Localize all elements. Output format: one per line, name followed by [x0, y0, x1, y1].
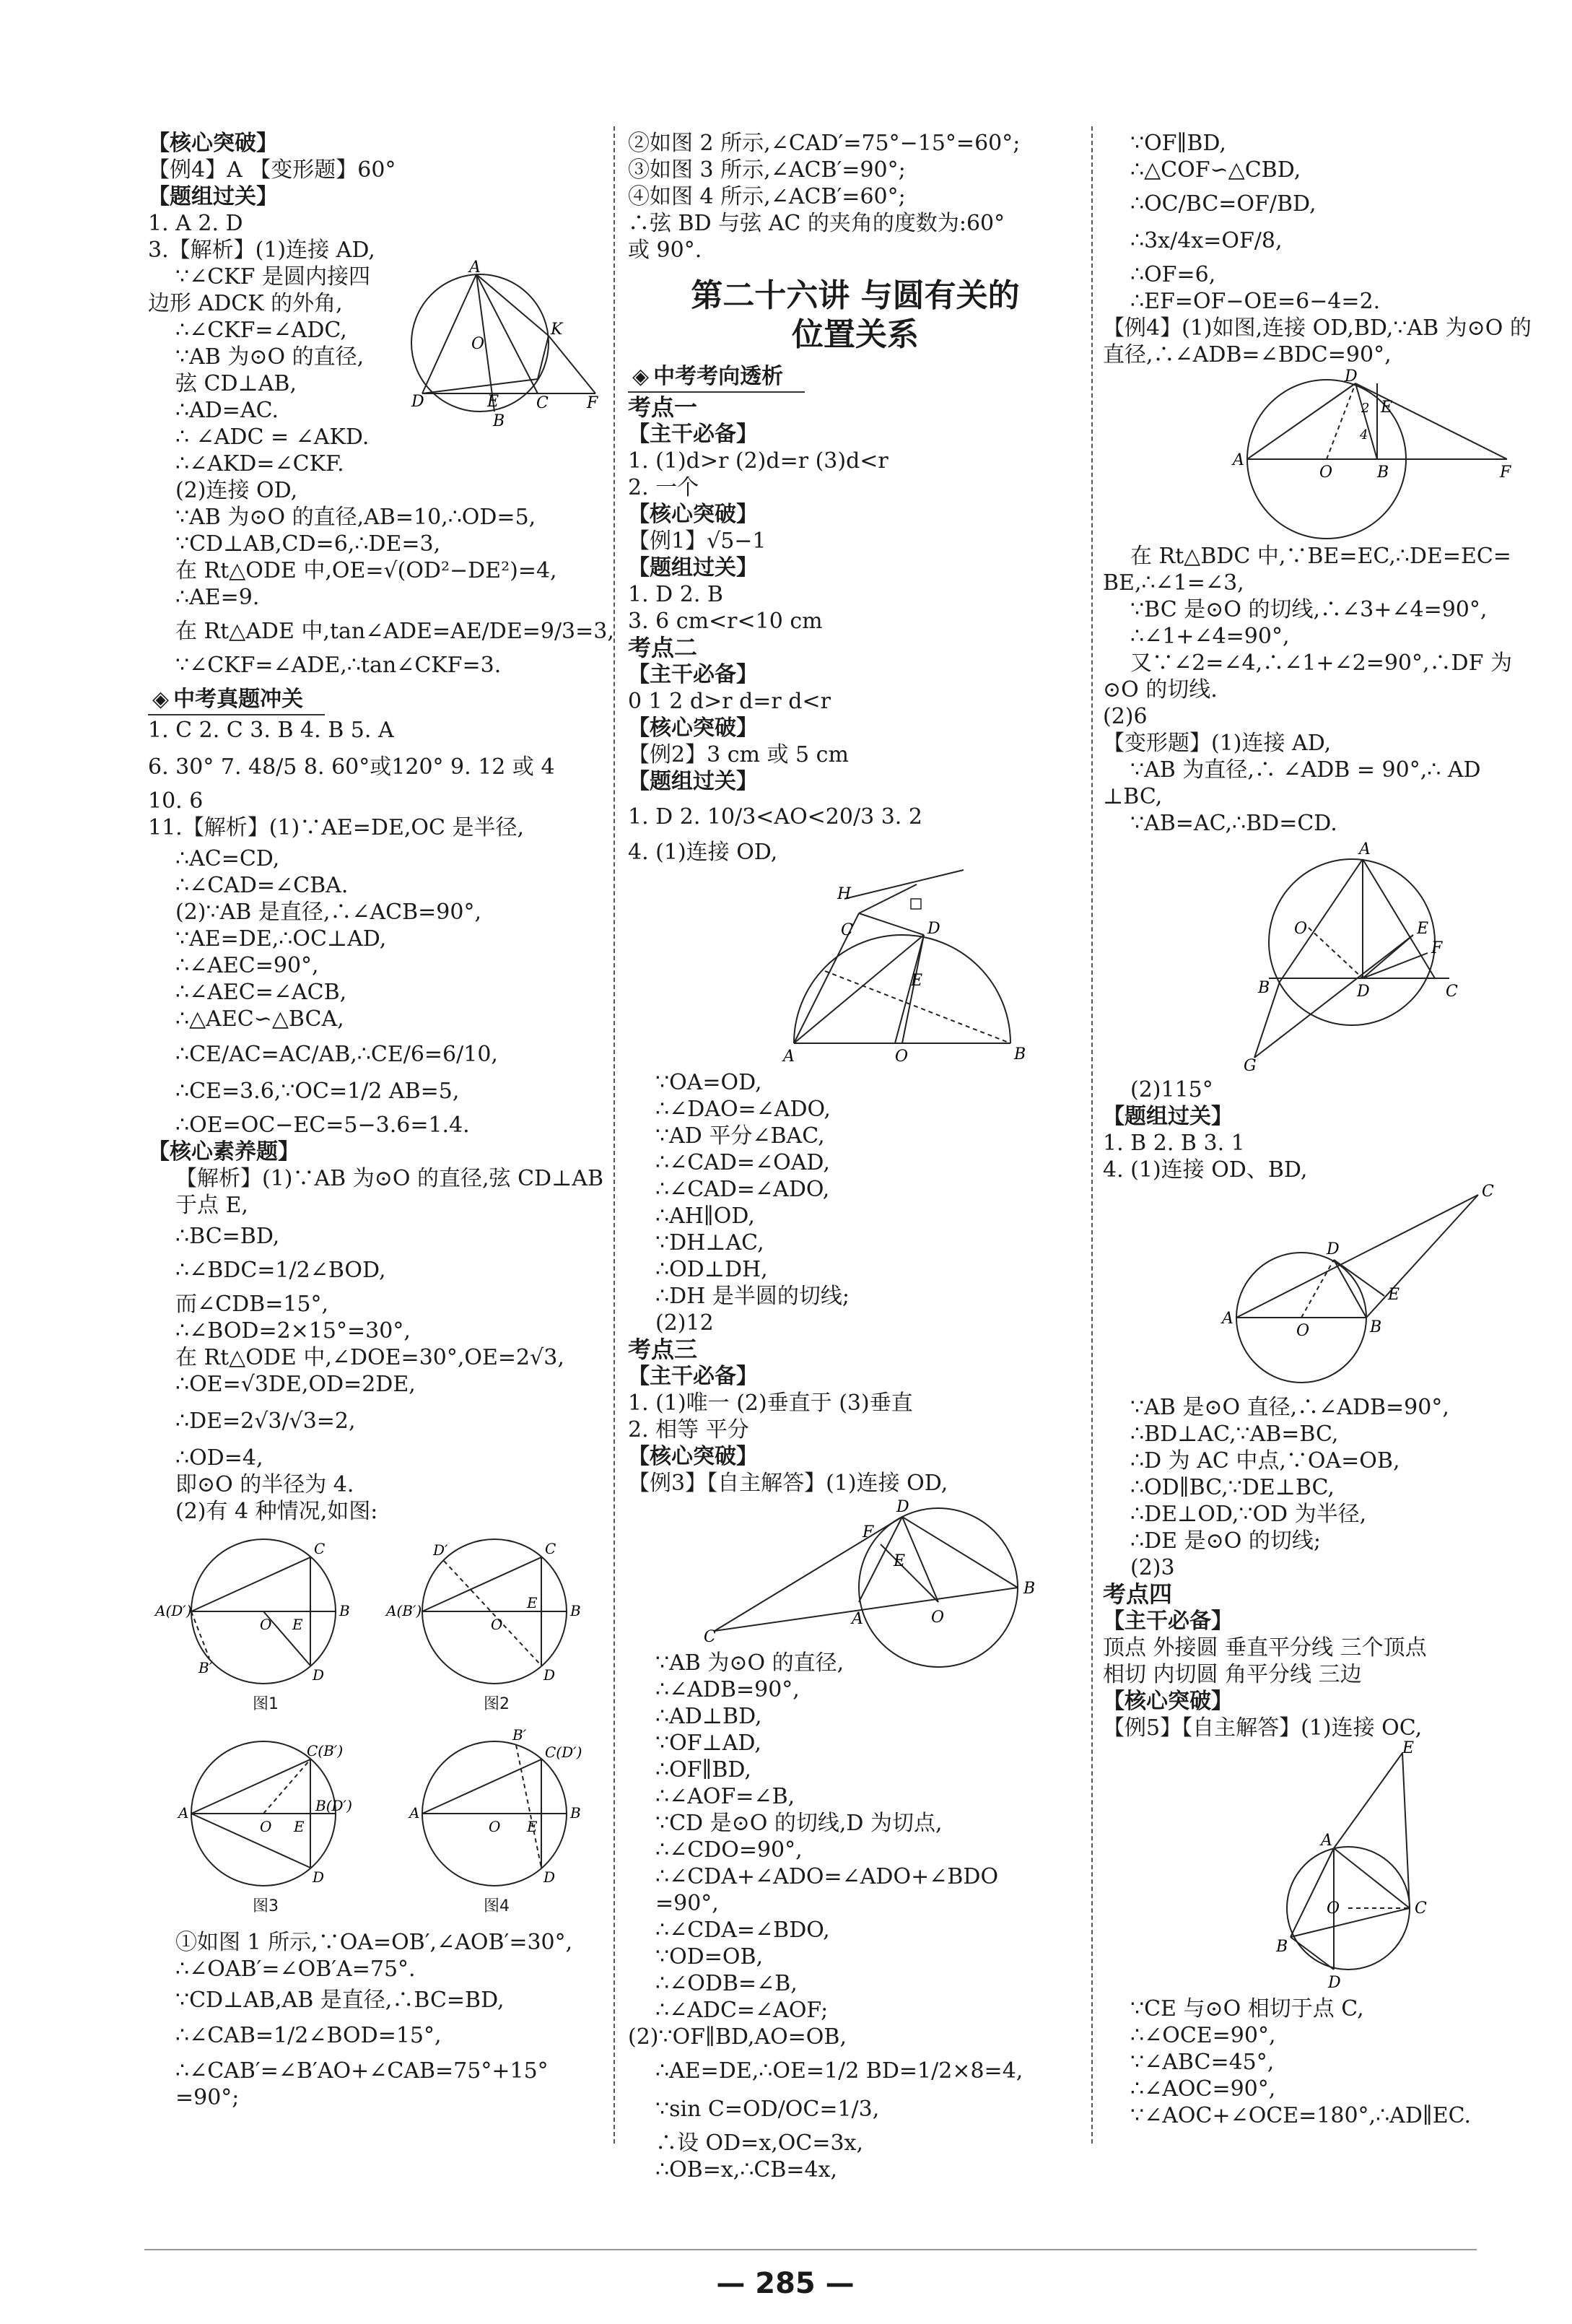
svg-text:E: E — [527, 1594, 538, 1611]
text-line: (2)3 — [1130, 1555, 1175, 1580]
text-line: ∴设 OD=x,OC=3x, — [655, 2131, 864, 2156]
svg-text:O: O — [489, 1818, 501, 1835]
text-line: ∵AB 为⊙O 的直径,AB=10,∴OD=5, — [175, 505, 536, 530]
text-line: ∴AD⊥BD, — [655, 1704, 762, 1729]
text-line: ∴△AEC∽△BCA, — [175, 1006, 344, 1032]
text-line: 【例2】3 cm 或 5 cm — [628, 742, 849, 767]
svg-text:B′: B′ — [512, 1726, 527, 1744]
svg-text:A: A — [469, 258, 481, 277]
subheading: 【核心突破】 — [628, 1444, 758, 1469]
text-line: ∵AB=AC,∴BD=CD. — [1130, 811, 1337, 836]
svg-text:E: E — [487, 393, 499, 411]
svg-text:A: A — [852, 1610, 863, 1628]
text-line: ∴OE=OC−EC=5−3.6=1.4. — [175, 1113, 470, 1138]
subheading: 【主干必备】 — [1103, 1609, 1233, 1634]
lecture-title-line1: 第二十六讲 与圆有关的 — [691, 277, 1020, 314]
svg-text:O: O — [1296, 1322, 1310, 1340]
svg-text:B: B — [1377, 464, 1389, 482]
text-line: 1. B 2. B 3. 1 — [1103, 1131, 1245, 1156]
svg-text:B(D′): B(D′) — [315, 1797, 352, 1814]
text-line: (2)∵OF∥BD,AO=OB, — [628, 2024, 847, 2050]
heading-core-breakthrough: 【核心突破】 — [148, 131, 278, 156]
text-line: ∴OC/BC=OF/BD, — [1130, 191, 1316, 217]
svg-text:C(B′): C(B′) — [307, 1742, 344, 1759]
svg-text:D: D — [896, 1498, 909, 1516]
svg-text:C: C — [314, 1540, 326, 1557]
text-line: 3.【解析】(1)连接 AD, — [148, 238, 375, 263]
text-line: ∴OD∥BC,∵DE⊥BC, — [1130, 1475, 1335, 1500]
heading-core-literacy: 【核心素养题】 — [148, 1139, 300, 1165]
text-line: 【例4】(1)如图,连接 OD,BD,∵AB 为⊙O 的 — [1103, 315, 1532, 341]
column-divider-2 — [1091, 126, 1093, 2144]
text-line: (2)∵AB 是直径,∴∠ACB=90°, — [175, 900, 482, 925]
text-line: ∴ ∠ADC = ∠AKD. — [175, 425, 370, 450]
text-line: ∴∠AOC=90°, — [1130, 2076, 1276, 2102]
svg-text:B: B — [1023, 1580, 1036, 1598]
svg-text:D: D — [1345, 367, 1358, 386]
text-line: ∴DE 是⊙O 的切线; — [1130, 1528, 1321, 1554]
text-line: ∵CD⊥AB,AB 是直径,∴BC=BD, — [175, 1988, 505, 2013]
text-line: ⊥BC, — [1103, 784, 1163, 809]
svg-text:O: O — [491, 1616, 503, 1633]
svg-text:F: F — [863, 1523, 874, 1541]
svg-text:O: O — [1327, 1899, 1340, 1918]
subheading: 【核心突破】 — [628, 502, 758, 527]
svg-text:A: A — [1359, 840, 1371, 858]
text-line: ∵OF∥BD, — [1130, 131, 1226, 156]
column-1 — [148, 130, 614, 2111]
topic-heading: 考点四 — [1103, 1580, 1173, 1608]
svg-text:A: A — [178, 1804, 189, 1822]
svg-text:H: H — [837, 885, 852, 903]
text-line: ∵OA=OD, — [655, 1070, 762, 1095]
text-line: ∴DE=2√3/√3=2, — [175, 1409, 356, 1434]
text-line: ∴∠ADC=∠AOF; — [655, 1998, 829, 2023]
text-line: ∵∠CKF=∠ADE,∴tan∠CKF=3. — [175, 653, 502, 678]
text-line: ∴∠BOD=2×15°=30°, — [175, 1318, 411, 1344]
svg-text:E: E — [894, 1552, 906, 1570]
svg-text:E: E — [1388, 1286, 1400, 1304]
text-line: 或 90°. — [628, 238, 702, 263]
svg-text:F: F — [1431, 939, 1443, 957]
figure-caption: 图3 — [253, 1897, 279, 1915]
text-line: 1. (1)d>r (2)d=r (3)d<r — [628, 448, 888, 474]
text-line: ∵AB 为⊙O 的直径, — [655, 1650, 844, 1676]
svg-text:A: A — [409, 1804, 420, 1822]
text-line: 在 Rt△ADE 中,tan∠ADE=AE/DE=9/3=3, — [175, 619, 614, 644]
text-line: 4. (1)连接 OD, — [628, 840, 778, 865]
svg-text:O: O — [1319, 464, 1333, 482]
svg-text:K: K — [551, 321, 563, 339]
footer-rule — [144, 2249, 1477, 2250]
text-line: 2. 一个 — [628, 475, 699, 500]
svg-text:A: A — [1321, 1832, 1332, 1850]
text-line: ∴∠BDC=1/2∠BOD, — [175, 1258, 386, 1283]
figure-circle-example5 — [1262, 1739, 1478, 1992]
text-line: ∴∠CDO=90°, — [655, 1837, 803, 1863]
text-line: 1. (1)唯一 (2)垂直于 (3)垂直 — [628, 1391, 913, 1416]
svg-text:E: E — [527, 1818, 538, 1835]
figure-2 — [385, 1539, 581, 1684]
topic-heading: 考点一 — [628, 393, 698, 421]
text-line: 【变形题】(1)连接 AD, — [1103, 731, 1332, 756]
text-line: (2)6 — [1103, 704, 1148, 729]
figure-caption: 图1 — [253, 1695, 279, 1713]
text-line: 相切 内切圆 角平分线 三边 — [1103, 1662, 1362, 1687]
heading-group-practice: 【题组过关】 — [148, 184, 278, 209]
text-line: ∵AD 平分∠BAC, — [655, 1123, 825, 1149]
text-line: 0 1 2 d>r d=r d<r — [628, 689, 831, 714]
figure-circle-cyclic-quad — [386, 258, 603, 430]
text-line: ∵AB 是⊙O 直径,∴∠ADB=90°, — [1130, 1395, 1449, 1420]
text-line: ∴AE=DE,∴OE=1/2 BD=1/2×8=4, — [655, 2058, 1023, 2084]
text-line: =90°, — [655, 1891, 719, 1916]
text-line: ③如图 3 所示,∠ACB′=90°; — [628, 157, 906, 183]
svg-text:D: D — [1327, 1240, 1340, 1258]
text-line: ∴OD⊥DH, — [655, 1257, 768, 1282]
text-line: 弦 CD⊥AB, — [175, 371, 297, 396]
text-line: BE,∴∠1=∠3, — [1103, 570, 1244, 596]
text-line: 在 Rt△BDC 中,∵BE=EC,∴DE=EC= — [1130, 544, 1511, 569]
text-line: ④如图 4 所示,∠ACB′=60°; — [628, 184, 906, 209]
text-line: 4. (1)连接 OD、BD, — [1103, 1157, 1308, 1183]
column-3 — [1103, 130, 1572, 2129]
text-line: ∴∠ODB=∠B, — [655, 1971, 798, 1996]
figure-circle-example4 — [1197, 367, 1514, 539]
svg-text:O: O — [260, 1818, 272, 1835]
text-line: ∴∠CDA=∠BDO, — [655, 1918, 830, 1943]
text-line: =90°; — [175, 2085, 240, 2110]
figure-caption: 图2 — [484, 1695, 510, 1713]
text-line: ∵sin C=OD/OC=1/3, — [655, 2097, 880, 2122]
svg-text:A: A — [1222, 1310, 1233, 1328]
column-2 — [628, 130, 1083, 2183]
section-banner-exam-questions: ◈ 中考真题冲关 — [148, 684, 325, 715]
text-line: 顶点 外接圆 垂直平分线 三个顶点 — [1103, 1635, 1427, 1661]
svg-text:C: C — [545, 1540, 556, 1557]
text-line: ∴AC=CD, — [175, 846, 280, 871]
text-line: ∵AB 为直径,∴ ∠ADB = 90°,∴ AD — [1130, 757, 1481, 783]
text-line: 【解析】(1)∵AB 为⊙O 的直径,弦 CD⊥AB — [175, 1166, 604, 1191]
svg-text:B′: B′ — [198, 1659, 213, 1676]
svg-text:O: O — [471, 335, 485, 353]
text-line: ∵AE=DE,∴OC⊥AD, — [175, 926, 387, 952]
figure-grid — [155, 1525, 603, 1929]
svg-text:F: F — [1500, 464, 1511, 482]
text-line: 1. A 2. D — [148, 211, 243, 236]
text-line: 而∠CDB=15°, — [175, 1292, 329, 1317]
text-line: 边形 ADCK 的外角, — [148, 291, 343, 316]
text-line: ∴∠CKF=∠ADC, — [175, 318, 347, 343]
text-line: ∴OB=x,∴CB=4x, — [655, 2157, 838, 2182]
text-line: 2. 相等 平分 — [628, 1417, 749, 1442]
text-line: ∴∠CDA+∠ADO=∠ADO+∠BDO — [655, 1864, 999, 1889]
text-line: ∴D 为 AC 中点,∵OA=OB, — [1130, 1448, 1400, 1474]
svg-text:O: O — [1294, 920, 1308, 938]
text-line: ∴AE=9. — [175, 585, 260, 610]
text-line: ∴OF=6, — [1130, 262, 1216, 287]
text-line: 即⊙O 的半径为 4. — [175, 1472, 354, 1497]
svg-text:E: E — [294, 1818, 305, 1835]
text-line: ∵OF⊥AD, — [655, 1731, 761, 1756]
text-line: ∴CE=3.6,∵OC=1/2 AB=5, — [175, 1079, 460, 1104]
text-line: ∵OD=OB, — [655, 1944, 764, 1970]
svg-text:B: B — [1258, 979, 1270, 997]
svg-text:D: D — [543, 1666, 556, 1684]
subheading: 【题组过关】 — [628, 769, 758, 794]
text-line: ∴BC=BD, — [175, 1224, 280, 1249]
svg-text:2: 2 — [1361, 401, 1370, 416]
svg-text:G: G — [1244, 1057, 1257, 1075]
topic-heading: 考点三 — [628, 1336, 698, 1363]
text-line: ∵DH⊥AC, — [655, 1230, 764, 1255]
svg-text:D: D — [313, 1868, 325, 1886]
svg-text:D: D — [1328, 1974, 1341, 1992]
figure-circle-triangle — [1218, 1183, 1494, 1390]
svg-text:E: E — [1417, 920, 1429, 938]
svg-text:C: C — [536, 394, 549, 412]
text-line: ②如图 2 所示,∠CAD′=75°−15°=60°; — [628, 131, 1021, 156]
text-line: 又∵∠2=∠4,∴∠1+∠2=90°,∴DF 为 — [1130, 650, 1512, 676]
subheading: 【主干必备】 — [628, 662, 758, 687]
text-line: ∴OE=√3DE,OD=2DE, — [175, 1372, 416, 1397]
text-line: ∴∠AEC=90°, — [175, 953, 319, 978]
svg-text:B: B — [570, 1602, 581, 1619]
text-line: ∴DH 是半圆的切线; — [655, 1284, 850, 1309]
figure-4 — [408, 1726, 582, 1886]
svg-text:E: E — [292, 1616, 303, 1633]
svg-text:B: B — [339, 1602, 350, 1619]
text-line: (2)连接 OD, — [175, 478, 298, 503]
text-line: ∴DE⊥OD,∵OD 为半径, — [1130, 1502, 1367, 1527]
text-line: ∴∠CAB=1/2∠BOD=15°, — [175, 2023, 442, 2048]
text-line: ∴∠1+∠4=90°, — [1130, 624, 1290, 649]
text-line: ∴∠ADB=90°, — [655, 1677, 800, 1702]
text-line: ∴∠CAD=∠CBA. — [175, 873, 349, 898]
svg-text:C: C — [1415, 1899, 1427, 1918]
text-line: (2)有 4 种情况,如图: — [175, 1499, 378, 1524]
subheading: 【主干必备】 — [628, 422, 758, 447]
text-line: ∴EF=OF−OE=6−4=2. — [1130, 289, 1381, 314]
svg-text:C: C — [704, 1628, 716, 1646]
section-banner-exam-analysis: ◈ 中考考向透析 — [628, 362, 805, 393]
text-line: ∵BC 是⊙O 的切线,∴∠3+∠4=90°, — [1130, 597, 1488, 622]
text-line: ∴∠CAD=∠OAD, — [655, 1150, 830, 1175]
subheading: 【核心突破】 — [1103, 1689, 1233, 1714]
text-line: 1. D 2. B — [628, 582, 723, 607]
svg-text:4: 4 — [1360, 427, 1368, 443]
text-line: 6. 30° 7. 48/5 8. 60°或120° 9. 12 或 4 — [148, 754, 555, 780]
figure-3 — [177, 1741, 352, 1886]
svg-text:B: B — [1014, 1045, 1026, 1063]
text-line: ∴∠AEC=∠ACB, — [175, 980, 347, 1005]
svg-text:E: E — [1381, 399, 1393, 417]
text-line: ∴△COF∽△CBD, — [1130, 157, 1301, 183]
text-line: ∵CD 是⊙O 的切线,D 为切点, — [655, 1811, 943, 1836]
text-line: 【例5】【自主解答】(1)连接 OC, — [1103, 1715, 1423, 1741]
text-line: ∴BD⊥AC,∵AB=BC, — [1130, 1422, 1339, 1447]
svg-text:D: D — [1357, 983, 1370, 1001]
svg-text:B: B — [1276, 1938, 1288, 1956]
subheading: 【核心突破】 — [628, 715, 758, 741]
svg-text:D: D — [543, 1868, 556, 1886]
text-line: ∵∠ABC=45°, — [1130, 2050, 1275, 2075]
text-line: (2)115° — [1130, 1077, 1213, 1102]
figures-four-cases — [148, 1525, 603, 1929]
svg-text:C: C — [1482, 1183, 1494, 1201]
svg-text:A: A — [1233, 451, 1244, 469]
subheading: 【题组过关】 — [1103, 1104, 1233, 1129]
figure-1 — [154, 1539, 350, 1684]
text-line: ∵AB 为⊙O 的直径, — [175, 344, 364, 370]
column-divider-1 — [613, 126, 615, 2144]
text-line: ∵∠AOC+∠OCE=180°,∴AD∥EC. — [1130, 2103, 1472, 2128]
text-line: ①如图 1 所示,∵OA=OB′,∠AOB′=30°, — [175, 1930, 573, 1955]
text-line: 1. D 2. 10/3<AO<20/3 3. 2 — [628, 804, 922, 830]
text-line: ∴OD=4, — [175, 1445, 263, 1471]
text-line: ∴∠CAB′=∠B′AO+∠CAB=75°+15° — [175, 2058, 549, 2084]
lecture-title — [628, 277, 1083, 354]
svg-text:D: D — [411, 393, 424, 411]
text-line: ∴∠DAO=∠ADO, — [655, 1097, 831, 1122]
text-line: ∴∠OCE=90°, — [1130, 2023, 1276, 2048]
text-line: 10. 6 — [148, 788, 204, 814]
svg-text:A(B′): A(B′) — [386, 1602, 422, 1619]
text-line: ∵CE 与⊙O 相切于点 C, — [1130, 1996, 1364, 2021]
text-line: ∵CD⊥AB,CD=6,∴DE=3, — [175, 531, 441, 557]
subheading: 【题组过关】 — [628, 555, 758, 580]
text-line: ∴弦 BD 与弦 AC 的夹角的度数为:60° — [628, 211, 1005, 236]
svg-text:B: B — [1370, 1318, 1382, 1336]
text-line: ∴AH∥OD, — [655, 1204, 755, 1229]
figure-semicircle-tangent — [751, 870, 1054, 1065]
lecture-title-line2: 位置关系 — [792, 316, 919, 353]
page-number: — 285 — — [716, 2267, 855, 2300]
text-line: 【例1】√5−1 — [628, 528, 767, 554]
text-line: ∴3x/4x=OF/8, — [1130, 228, 1283, 253]
topic-heading: 考点二 — [628, 634, 698, 661]
text-line: ∴AD=AC. — [175, 398, 279, 423]
text-line: 11.【解析】(1)∵AE=DE,OC 是半径, — [148, 815, 525, 840]
svg-text:E: E — [1402, 1739, 1415, 1757]
text-line: 1. C 2. C 3. B 4. B 5. A — [148, 718, 394, 743]
svg-text:B: B — [570, 1804, 581, 1822]
text-line: ∴CE/AC=AC/AB,∴CE/6=6/10, — [175, 1042, 498, 1067]
figure-caption: 图4 — [484, 1897, 510, 1915]
svg-text:A: A — [783, 1048, 795, 1066]
text-line: 【例3】【自主解答】(1)连接 OD, — [628, 1471, 948, 1496]
text-line: ∴∠OAB′=∠OB′A=75°. — [175, 1957, 416, 1982]
svg-text:E: E — [911, 972, 923, 990]
text-line: ∵∠CKF 是圆内接四 — [175, 264, 370, 290]
text-line: 直径,∴∠ADB=∠BDC=90°, — [1103, 342, 1392, 367]
figure-circle-tangent-line — [700, 1498, 1047, 1646]
svg-text:D: D — [927, 920, 940, 938]
text-line: ∴∠CAD=∠ADO, — [655, 1177, 830, 1202]
svg-text:D′: D′ — [433, 1541, 448, 1559]
text-line: (2)12 — [655, 1310, 714, 1336]
text-line: 3. 6 cm<r<10 cm — [628, 609, 823, 634]
text-line: ⊙O 的切线. — [1103, 677, 1218, 702]
svg-text:A(D′): A(D′) — [155, 1602, 192, 1619]
svg-text:F: F — [587, 394, 598, 412]
svg-text:O: O — [895, 1048, 909, 1066]
svg-text:O: O — [931, 1609, 945, 1627]
text-line: ∴∠AKD=∠CKF. — [175, 451, 344, 476]
svg-text:B: B — [493, 412, 505, 430]
text-line: ∴OF∥BD, — [655, 1757, 751, 1783]
svg-text:D: D — [313, 1666, 325, 1684]
text-line: 于点 E, — [175, 1193, 248, 1218]
svg-text:C: C — [1446, 983, 1458, 1001]
text-line: 在 Rt△ODE 中,OE=√(OD²−DE²)=4, — [175, 558, 557, 583]
svg-text:C: C — [841, 921, 853, 939]
svg-text:O: O — [260, 1616, 272, 1633]
figure-circle-variant — [1240, 840, 1485, 1075]
svg-text:C(D′): C(D′) — [545, 1744, 582, 1761]
text-line: 在 Rt△ODE 中,∠DOE=30°,OE=2√3, — [175, 1345, 564, 1370]
text-line: ∴∠AOF=∠B, — [655, 1784, 795, 1809]
subheading: 【主干必备】 — [628, 1364, 758, 1389]
text-line: 【例4】A 【变形题】60° — [148, 157, 396, 183]
